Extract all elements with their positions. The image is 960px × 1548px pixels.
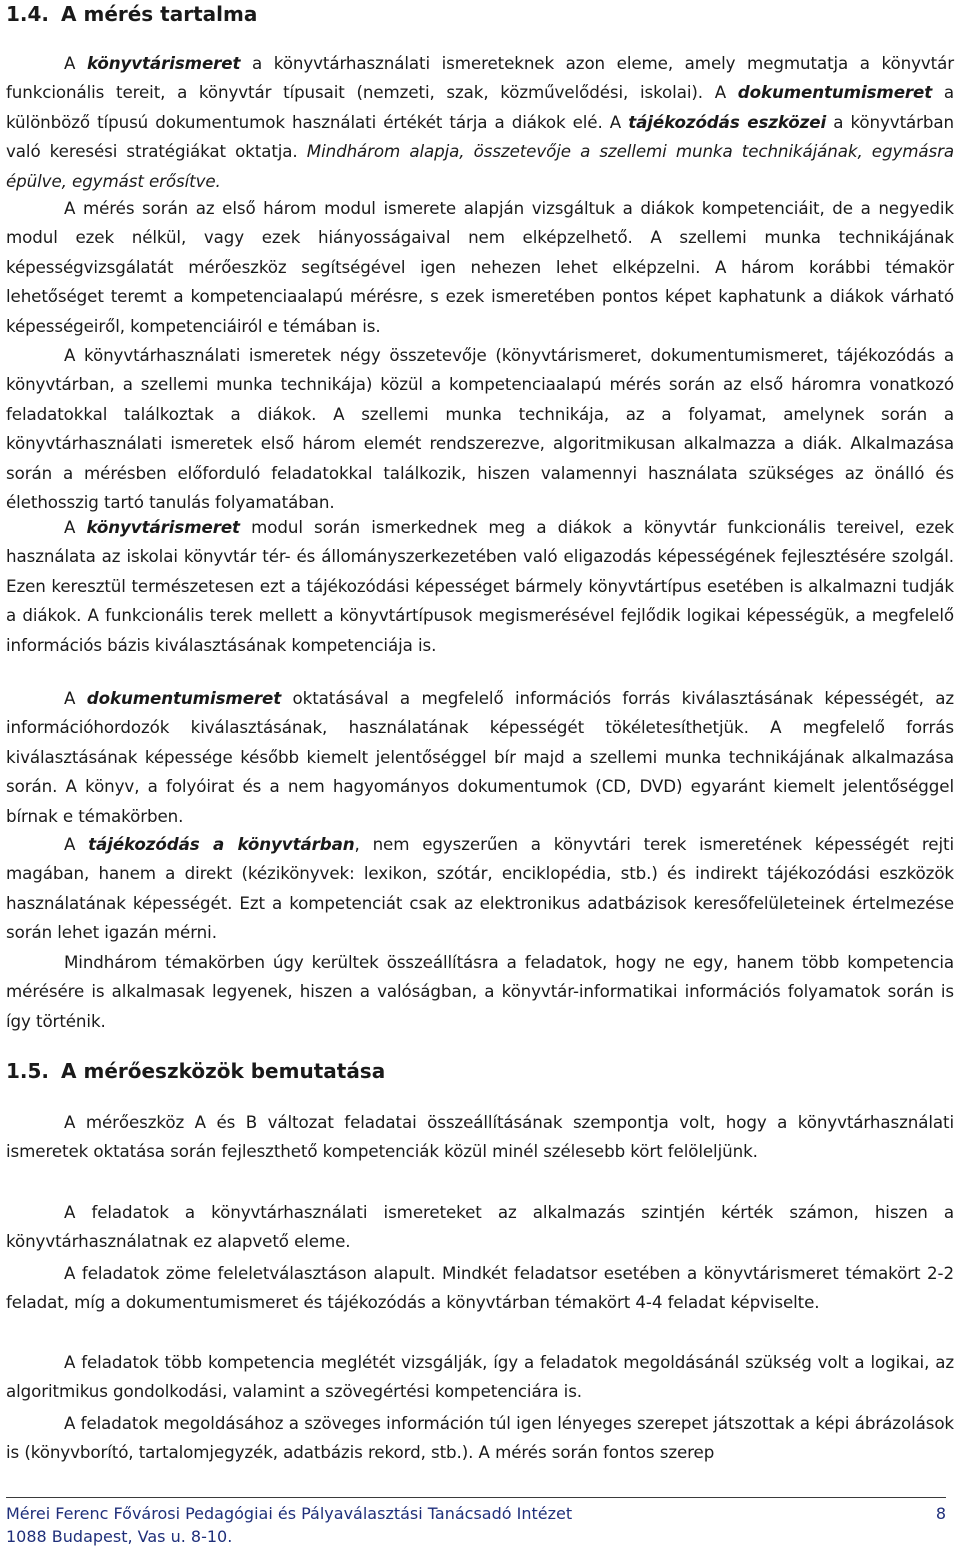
term-konyvtarismeret: könyvtárismeret [86,53,241,73]
paragraph-1 [6,49,954,196]
text-run: A [64,53,87,73]
paragraph-12: A feladatok megoldásához a szöveges információn túl igen lényeges szerepet játszottak a képi ábrázolások is (könyvborító, tartalomjegyzék, adatbázis rekord, stb.). A mérés során fontos szerep [6,1413,954,1463]
paragraph-10: A feladatok zöme feleletválasztáson alapult. Mindkét feladatsor esetében a könyvtárismeret témakört 2-2 feladat, míg a dokumentumismeret és tájékozódás a könyvtárban témakört 4-4 feladat képviselte. [6,1263,954,1313]
paragraph-3: A könyvtárhasználati ismeretek négy összetevője (könyvtárismeret, dokumentumismeret, tájékozódás a könyvtárban, a szellemi munka technikája) közül a kompetenciaalapú mérés során az első háromra vonatkozó feladatokkal találkoztak a diákok. A szellemi munka technikája, az a folyamat, amelynek során a könyvtárhasználati ismeretek első három elemét rendszerezve, algoritmikusan alkalmazza a diák. Alkalmazása során a mérésben előforduló feladatokkal találkozik, hiszen valamennyi használata szükséges az önálló és élethosszig tartó tanulás folyamatában. [6,345,954,513]
paragraph-8: A mérőeszköz A és B változat feladatai összeállításának szempontja volt, hogy a könyvtárhasználati ismeretek oktatása során fejleszthető kompetenciák közül minél szélesebb kört felöleljünk. [6,1112,954,1162]
section-heading-1-5 [6,1059,385,1083]
section-heading-1-4 [6,2,257,26]
text-run: oktatásával a megfelelő információs forrás kiválasztásának képességét, az információhordozók kiválasztásának, használatának képességét tökéletesíthetjük. A megfelelő forrás kiválasztásának képessége később kiemelt jelentőséggel bír majd a szellemi munka technikájának alkalmazása során. A könyv, a folyóirat és a nem hagyományos dokumentumok (CD, DVD) egyaránt kiemelt jelentőséggel bírnak e témakörben. [6,688,954,826]
text-run: , nem egyszerűen a könyvtári terek ismeretének képességét rejti magában, hanem a direkt (kézikönyvek: lexikon, szótár, enciklopédia, stb.) és indirekt tájékozódási eszközök használatának képességét. Ezt a kompetenciát csak az elektronikus adatbázisok keresőfelületeinek értelmezése során lehet igazán mérni. [6,834,954,943]
text-run: modul során ismerkednek meg a diákok a könyvtár funkcionális tereivel, ezek használata az iskolai könyvtár tér- és állományszerkezetében való eligazodás képességének fejlesztésére szolgál. Ezen keresztül természetesen ezt a tájékozódási képességet bármely könyvtártípus esetében is alkalmazni tudják a diákok. A funkcionális terek mellett a könyvtártípusok megismerésével fejlődik logikai képességük, a megfelelő információs bázis kiválasztásának kompetenciája is. [6,517,954,655]
text-run: a különböző típusú dokumentumok használati értékét tárja a diákok elé. A [6,82,954,132]
paragraph-9: A feladatok a könyvtárhasználati ismereteket az alkalmazás szintjén kérték számon, hiszen a könyvtárhasználatnak ez alapvető eleme. [6,1202,954,1252]
italic-sentence: Mindhárom alapja, összetevője a szellemi munka technikájának, egymásra épülve, egymást erősítve. [6,141,954,191]
section-title: A mérőeszközök bemutatása [61,1059,386,1083]
page-footer [6,1497,946,1548]
paragraph-7: Mindhárom témakörben úgy kerültek összeállításra a feladatok, hogy ne egy, hanem több kompetencia mérésére is alkalmasak legyenek, hiszen a valóságban, a könyvtár-informatikai információs folyamatok során is így történik. [6,952,954,1031]
term-dokumentumismeret: dokumentumismeret [737,82,933,103]
paragraph-5 [6,684,954,831]
text-run: A [64,688,87,708]
text-run: A [64,517,87,537]
page-number: 8 [935,1504,946,1523]
paragraph-4 [6,513,954,660]
section-title: A mérés tartalma [61,2,258,26]
section-number: 1.4. [6,2,50,26]
term-konyvtarismeret: könyvtárismeret [86,517,240,537]
paragraph-11: A feladatok több kompetencia meglétét vizsgálják, így a feladatok megoldásánál szükség volt a logikai, az algoritmikus gondolkodási, valamint a szövegértési kompetenciára is. [6,1352,954,1402]
section-number: 1.5. [6,1059,50,1083]
term-dokumentumismeret: dokumentumismeret [86,688,282,708]
text-run: a könyvtárban való keresési stratégiákat oktatja. [6,111,954,162]
paragraph-2: A mérés során az első három modul ismerete alapján vizsgáltuk a diákok kompetenciáit, de a negyedik modul ezek nélkül, vagy ezek hiányosságaival nem elképzelhető. A szellemi munka technikájának képességvizsgálatát mérőeszköz segítségével igen nehezen lehet elképzelni. A három korábbi témakör lehetőséget teremt a kompetenciaalapú mérésre, s ezek ismeretében pontos képet kaphatunk a diákok várható képességeiről, kompetenciáiról e témában is. [6,198,954,336]
term-tajekozodas-a-konyvtarban: tájékozódás a könyvtárban [88,834,355,854]
footer-institute: Mérei Ferenc Fővárosi Pedagógiai és Pályaválasztási Tanácsadó Intézet [6,1504,573,1523]
term-tajekozodas-eszkozei: tájékozódás eszközei [628,111,827,132]
text-run: a könyvtárhasználati ismereteknek azon eleme, amely megmutatja a könyvtár funkcionális tereit, a könyvtár típusait (nemzeti, szak, közművelődési, iskolai). A [6,53,954,103]
text-run: A [64,834,89,854]
paragraph-6 [6,830,954,948]
footer-address: 1088 Budapest, Vas u. 8-10. [6,1527,233,1546]
